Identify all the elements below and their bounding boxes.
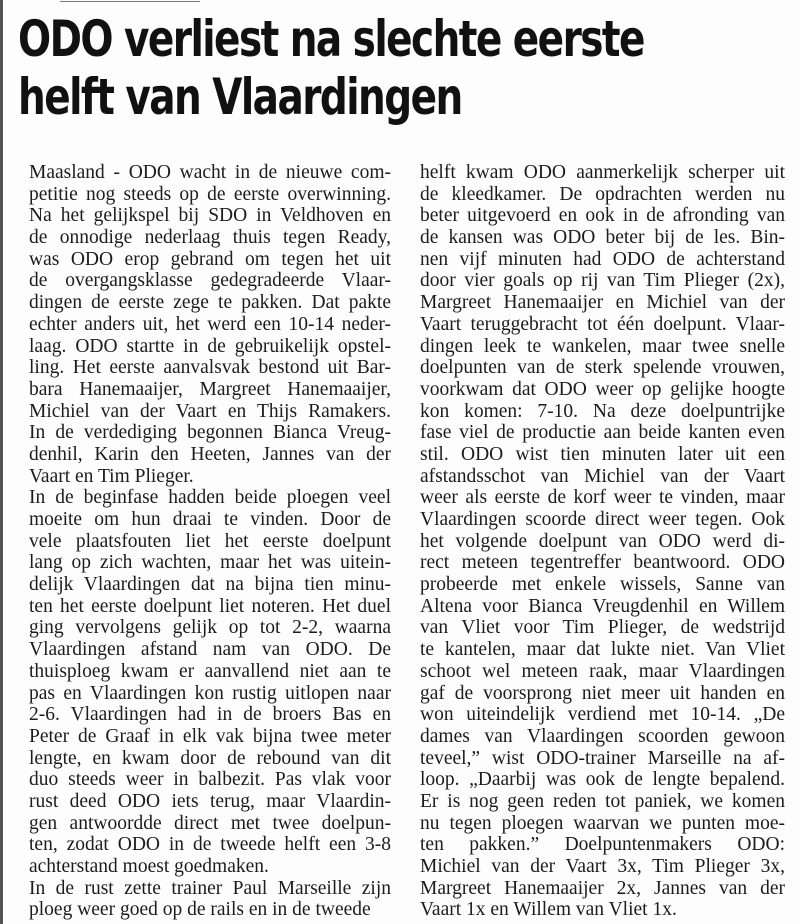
- article-line: Maasland - ODO wacht in de nieuwe com-: [29, 162, 391, 183]
- article-line: dingen de eerste zege te pakken. Dat pakte: [29, 292, 391, 314]
- article-line: Michiel van der Vaart 3x, Tim Plieger 3x,: [420, 856, 785, 877]
- article-line: de kansen was ODO beter bij de les. Bin-: [420, 227, 785, 249]
- article-line: dames van Vlaardingen scoorden gewoon: [420, 725, 785, 747]
- article-line: In de beginfase hadden beide ploegen veel: [29, 487, 391, 509]
- right-column: [420, 162, 785, 921]
- article-line: Na het gelijkspel bij SDO in Veldhoven en: [29, 205, 391, 227]
- article-line: In de verdediging begonnen Bianca Vreug-: [29, 422, 391, 444]
- article-line: de kleedkamer. De opdrachten werden nu: [420, 183, 785, 205]
- article-line: lengte, en kwam door de rebound van dit: [29, 747, 391, 769]
- article-line: de overgangsklasse gedegradeerde Vlaar-: [29, 270, 391, 292]
- left-column: [29, 162, 391, 921]
- article-line: echter anders uit, het werd een 10-14 neder-: [29, 313, 391, 335]
- article-line: won uiteindelijk verdiend met 10-14. „De: [420, 704, 785, 726]
- article-line: te kantelen, maar dat lukte niet. Van Vliet: [420, 639, 785, 661]
- article-line: 2-6. Vlaardingen had in de broers Bas en: [29, 704, 391, 726]
- article-line: In de rust zette trainer Paul Marseille zijn: [29, 877, 391, 899]
- article-line: nen vijf minuten had ODO de achterstand: [420, 248, 785, 270]
- article-line: achterstand moest goedmaken.: [29, 856, 269, 877]
- article-line: nu tegen ploegen waarvan we punten moe-: [420, 812, 785, 834]
- article-line: Margreet Hanemaaijer 2x, Jannes van der: [420, 877, 785, 899]
- article-line: Vaart 1x en Willem van Vliet 1x.: [420, 899, 677, 921]
- article-line: doelpunten van de sterk spelende vrouwen,: [420, 357, 785, 379]
- article-line: probeerde met enkele wissels, Sanne van: [420, 574, 785, 596]
- article-line: stil. ODO wist tien minuten later uit een: [420, 443, 785, 465]
- article-line: Vaart en Tim Plieger.: [29, 465, 194, 487]
- article-line: Margreet Hanemaaijer en Michiel van der: [420, 292, 785, 314]
- article-line: loop. „Daarbij was ook de lengte bepalend.: [420, 769, 785, 791]
- article-line: het volgende doelpunt van ODO werd di-: [420, 530, 785, 552]
- article-line: Vlaardingen afstand nam van ODO. De: [29, 639, 391, 661]
- article-line: ling. Het eerste aanvalsvak bestond uit Bar-: [29, 357, 391, 379]
- article-line: ten het eerste doelpunt liet noteren. Het duel: [29, 595, 391, 617]
- article-line: fase viel de productie aan beide kanten even: [420, 422, 785, 444]
- article-line: bara Hanemaaijer, Margreet Hanemaaijer,: [29, 378, 391, 400]
- article-line: moeite om hun draai te vinden. Door de: [29, 509, 391, 530]
- article-line: Er is nog geen reden tot paniek, we komen: [420, 790, 785, 812]
- article-line: dingen leek te wankelen, maar twee snelle: [420, 335, 785, 357]
- article-line: helft kwam ODO aanmerkelijk scherper uit: [420, 162, 785, 183]
- article-line: teveel,” wist ODO-trainer Marseille na af-: [420, 747, 785, 769]
- headline: [18, 10, 644, 126]
- article-line: lang op zich wachten, maar het was uitein-: [29, 552, 391, 574]
- article-line: duo steeds weer in balbezit. Pas vlak voor: [29, 769, 391, 791]
- article-line: ging vervolgens gelijk op tot 2-2, waarna: [29, 617, 391, 639]
- article-line: rust deed ODO iets terug, maar Vlaardin-: [29, 790, 391, 812]
- article-line: kon komen: 7-10. Na deze doelpuntrijke: [420, 400, 785, 422]
- article-line: laag. ODO startte in de gebruikelijk opstel-: [29, 335, 391, 357]
- article-line: was ODO erop gebrand om tegen het uit: [29, 248, 391, 270]
- article-line: vele plaatsfouten liet het eerste doelpunt: [29, 530, 391, 552]
- article-line: gaf de voorsprong niet meer uit handen en: [420, 682, 785, 704]
- article-line: van Vliet voor Tim Plieger, de wedstrijd: [420, 617, 785, 639]
- article-line: Vaart teruggebracht tot één doelpunt. Vlaar-: [420, 313, 785, 335]
- top-rule: [60, 1, 200, 2]
- article-line: gen antwoordde direct met twee doelpun-: [29, 812, 391, 834]
- article-line: rect meteen tegentreffer beantwoord. ODO: [420, 552, 785, 574]
- article-line: beter uitgevoerd en ook in de afronding van: [420, 205, 785, 227]
- article-line: Vlaardingen scoorde direct weer tegen. Ook: [420, 509, 785, 530]
- headline-line: ODO verliest na slechte eerste: [18, 10, 644, 68]
- article-line: de onnodige nederlaag thuis tegen Ready,: [29, 227, 391, 249]
- article-line: schoot wel meteen raak, maar Vlaardingen: [420, 660, 785, 682]
- article-line: afstandsschot van Michiel van der Vaart: [420, 465, 785, 487]
- article-line: voorkwam dat ODO weer op gelijke hoogte: [420, 378, 785, 400]
- article-line: ten pakken.” Doelpuntenmakers ODO:: [420, 834, 785, 856]
- article-line: weer als eerste de korf weer te vinden, maar: [420, 487, 785, 509]
- article-line: door vier goals op rij van Tim Plieger (2x),: [420, 270, 785, 292]
- headline-line: helft van Vlaardingen: [18, 68, 462, 126]
- article-line: Altena voor Bianca Vreugdenhil en Willem: [420, 595, 785, 617]
- article-line: Peter de Graaf in elk vak bijna twee meter: [29, 725, 391, 747]
- article-line: ploeg weer goed op de rails en in de tweede: [29, 899, 371, 921]
- page-edge: [0, 0, 3, 924]
- article-line: petitie nog steeds op de eerste overwinning.: [29, 183, 391, 205]
- article-line: ten, zodat ODO in de tweede helft een 3-8: [29, 834, 391, 856]
- article-line: denhil, Karin den Heeten, Jannes van der: [29, 443, 391, 465]
- article-line: thuisploeg kwam er aanvallend niet aan te: [29, 660, 391, 682]
- article-line: pas en Vlaardingen kon rustig uitlopen naar: [29, 682, 391, 704]
- article-line: delijk Vlaardingen dat na bijna tien minu-: [29, 574, 391, 596]
- article-line: Michiel van der Vaart en Thijs Ramakers.: [29, 400, 391, 422]
